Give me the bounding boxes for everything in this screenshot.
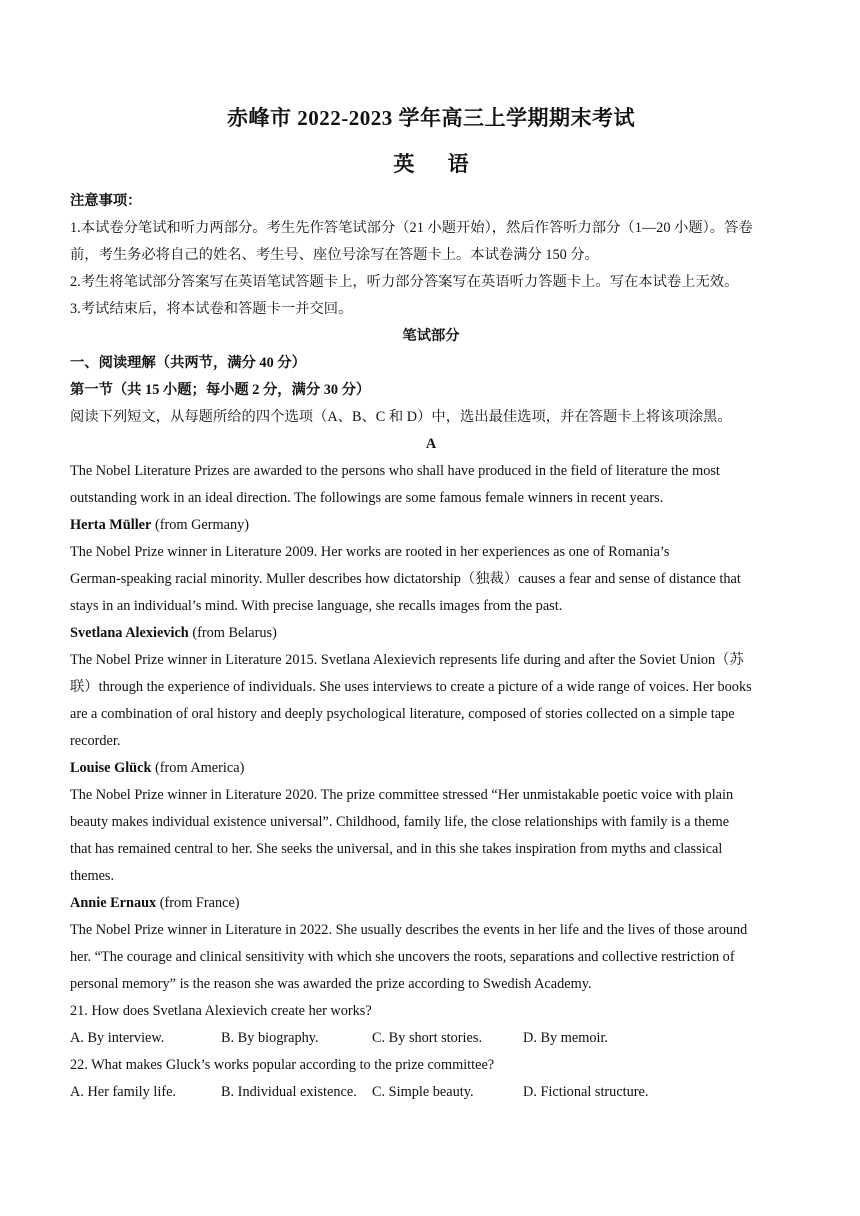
question-options	[70, 1025, 792, 1052]
option-b: B. By biography.	[221, 1030, 319, 1046]
subject-title: 英 语	[393, 152, 483, 176]
option-d: D. Fictional structure.	[523, 1084, 649, 1100]
winner-heading	[70, 512, 792, 539]
question-stem: 22. What makes Gluck’s works popular according to the prize committee?	[70, 1057, 495, 1073]
option-b: B. Individual existence.	[221, 1084, 357, 1100]
winner-name: Annie Ernaux	[70, 895, 157, 911]
passage-line: stays in an individual’s mind. With precise language, she recalls images from the past.	[70, 598, 563, 614]
winner-origin: (from America)	[151, 760, 245, 776]
passage-line: The Nobel Prize winner in Literature 2009. Her works are rooted in her experiences as one of Romania’s	[70, 544, 670, 560]
instruction-text: 阅读下列短文，从每题所给的四个选项（A、B、C 和 D）中，选出最佳选项，并在答题卡上将该项涂黑。	[70, 409, 732, 425]
passage-line: her. “The courage and clinical sensitivity with which she uncovers the roots, separations and collective restriction of	[70, 949, 735, 965]
option-d: D. By memoir.	[523, 1030, 608, 1046]
exam-page	[70, 0, 792, 1106]
passage-line: are a combination of oral history and deeply psychological literature, composed of stories collected on a simple tape	[70, 706, 735, 722]
passage-line: beauty makes individual existence universal”. Childhood, family life, the close relationships with family is a theme	[70, 814, 730, 830]
winner-origin: (from France)	[156, 895, 240, 911]
winner-heading	[70, 620, 792, 647]
part-title: 笔试部分	[402, 328, 460, 344]
passage-label: A	[425, 436, 437, 452]
question-stem: 21. How does Svetlana Alexievich create her works?	[70, 1003, 372, 1019]
passage-line: recorder.	[70, 733, 121, 749]
winner-origin: (from Belarus)	[188, 625, 277, 641]
passage-line: themes.	[70, 868, 115, 884]
notes-line: 前，考生务必将自己的姓名、考生号、座位号涂写在答题卡上。本试卷满分 150 分。	[70, 247, 599, 263]
notes-line: 1.本试卷分笔试和听力两部分。考生先作答笔试部分（21 小题开始），然后作答听力部分（1—20 小题）。答卷	[70, 220, 753, 236]
passage-line: The Nobel Prize winner in Literature 2020. The prize committee stressed “Her unmistakable poetic voice with plain	[70, 787, 734, 803]
notes-line: 2.考生将笔试部分答案写在英语笔试答题卡上，听力部分答案写在英语听力答题卡上。写在本试卷上无效。	[70, 274, 739, 290]
winner-name: Herta Müller	[70, 517, 152, 533]
notes-heading: 注意事项：	[70, 193, 142, 209]
passage-line: 联）through the experience of individuals. She uses interviews to create a picture of a wide range of voices. Her books	[70, 679, 752, 695]
passage-line: German-speaking racial minority. Muller describes how dictatorship（独裁）causes a fear and sense of distance that	[70, 571, 741, 587]
winner-name: Louise Glück	[70, 760, 152, 776]
option-a: A. By interview.	[70, 1030, 165, 1046]
passage-line: The Nobel Prize winner in Literature 2015. Svetlana Alexievich represents life during and after the Soviet Union（苏	[70, 652, 744, 668]
winner-origin: (from Germany)	[151, 517, 250, 533]
passage-line: The Nobel Prize winner in Literature in 2022. She usually describes the events in her life and the lives of those around	[70, 922, 748, 938]
winner-heading	[70, 890, 792, 917]
notes-line: 3.考试结束后，将本试卷和答题卡一并交回。	[70, 301, 353, 317]
passage-line: that has remained central to her. She seeks the universal, and in this she takes inspiration from myths and classical	[70, 841, 723, 857]
winner-heading	[70, 755, 792, 782]
passage-line: The Nobel Literature Prizes are awarded to the persons who shall have produced in the field of literature the most	[70, 463, 720, 479]
option-a: A. Her family life.	[70, 1084, 176, 1100]
question-options	[70, 1079, 792, 1106]
subsection-heading: 第一节（共 15 小题；每小题 2 分，满分 30 分）	[70, 382, 371, 398]
exam-title: 赤峰市 2022-2023 学年高三上学期期末考试	[227, 106, 635, 130]
winner-name: Svetlana Alexievich	[70, 625, 189, 641]
passage-line: outstanding work in an ideal direction. The followings are some famous female winners in recent years.	[70, 490, 664, 506]
option-c: C. Simple beauty.	[372, 1084, 474, 1100]
option-c: C. By short stories.	[372, 1030, 483, 1046]
passage-line: personal memory” is the reason she was awarded the prize according to Swedish Academy.	[70, 976, 592, 992]
section-heading: 一、阅读理解（共两节，满分 40 分）	[70, 355, 306, 371]
